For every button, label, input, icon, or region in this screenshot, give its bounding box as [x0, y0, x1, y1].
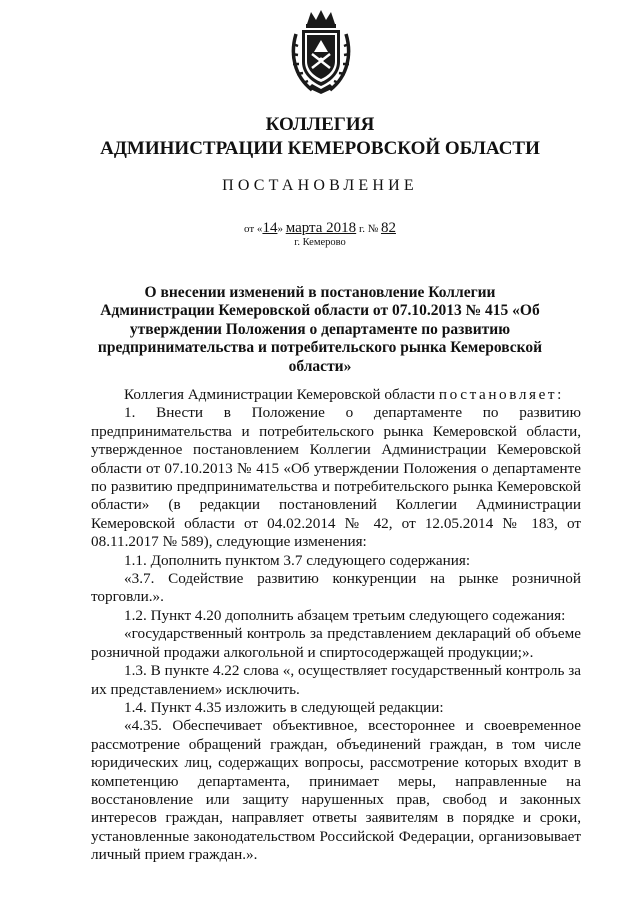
date-month-year: марта 2018	[285, 220, 357, 236]
quote-3-7: «3.7. Содействие развитию конкуренции на рынке розничной торговли.».	[91, 570, 581, 606]
intro-lead: Коллегия Администрации Кемеровской области	[124, 386, 439, 403]
quote-4-20: «государственный контроль за представлением деклараций об объеме розничной продажи алкогольной и спиртосодержащей продукции;».	[91, 625, 581, 661]
coat-of-arms-emblem	[290, 10, 352, 96]
item-1-1: 1.1. Дополнить пунктом 3.7 следующего содержания:	[124, 551, 471, 569]
document-title: О внесении изменений в постановление Коллегии Администрации Кемеровской области от 07.10.2013 № 415 «Об утверждении Положения о департаменте по развитию предпринимательства и потребительского рынка Кемеровской области»	[97, 284, 543, 375]
document-body	[91, 386, 581, 865]
date-day-close: »	[277, 223, 283, 235]
item-1-2: 1.2. Пункт 4.20 дополнить абзацем третьим следующего содежания:	[124, 606, 566, 624]
date-prefix: от «	[244, 223, 263, 235]
document-number: 82	[380, 220, 396, 236]
item-1: 1. Внести в Положение о департаменте по развитию предпринимательства и потребительского рынка Кемеровской области, утвержденное постановлением Коллегии Администрации Кемеровской области от 07.10.2013 № 415 «Об утверждении Положения о департаменте по развитию предпринимательства и потребительского рынка Кемеровской области» (в редакции постановлений Коллегии Администрации Кемеровской области от 04.02.2014 № 42, от 12.05.2014 № 183, от 08.11.2017 № 589), следующие изменения:	[91, 404, 581, 551]
document-type: ПОСТАНОВЛЕНИЕ	[222, 177, 418, 194]
intro-paragraph	[91, 386, 581, 404]
item-1-3: 1.3. В пункте 4.22 слова «, осуществляет государственный контроль за их представлением» исключить.	[91, 662, 581, 698]
quote-4-35: «4.35. Обеспечивает объективное, всестороннее и своевременное рассмотрение обращений граждан, объединений граждан, в том числе юридических лиц, содержащих вопросы, рассмотрение которых входит в компетенцию департамента, принимает меры, направленные на восстановление или защиту нарушенных прав, свобод и законных интересов граждан, направляет ответы заявителям в порядке и сроки, установленные законодательством Российской Федерации, организовывает личный прием граждан.».	[91, 717, 581, 864]
document-meta	[0, 220, 640, 237]
intro-spaced: постановляет:	[438, 386, 564, 403]
org-name-line2: АДМИНИСТРАЦИИ КЕМЕРОВСКОЙ ОБЛАСТИ	[100, 138, 540, 159]
item-1-4: 1.4. Пункт 4.35 изложить в следующей редакции:	[124, 698, 444, 716]
document-place: г. Кемерово	[294, 237, 346, 248]
number-sign: №	[367, 223, 379, 235]
org-name-line1: КОЛЛЕГИЯ	[265, 114, 375, 135]
date-day: 14	[262, 220, 278, 236]
year-suffix: г.	[358, 223, 365, 235]
